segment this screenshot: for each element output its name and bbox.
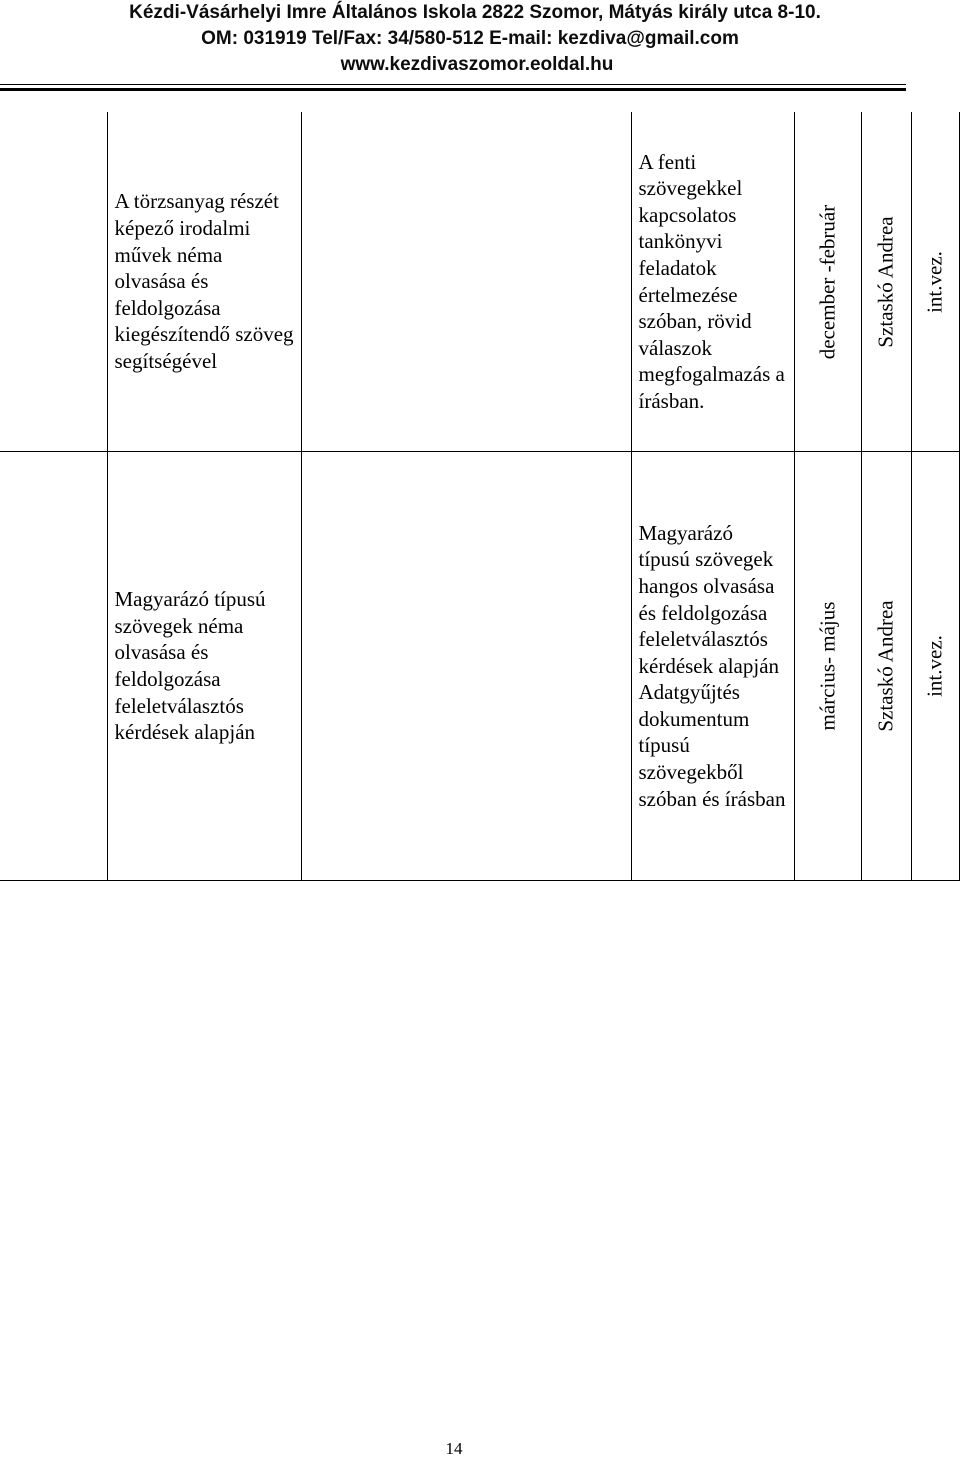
- row-2-content: Magyarázó típusú szövegek néma olvasása és feldolgozása feleletválasztós kérdések alapján: [114, 587, 266, 745]
- table-cell-teacher: [861, 112, 911, 452]
- table-cell-content: [107, 452, 301, 881]
- row-1-type: int.vez.: [922, 250, 947, 313]
- header-website: www.kezdivaszomor.eoldal.hu: [340, 54, 614, 75]
- table-cell-period: [794, 452, 861, 881]
- page-header: [0, 0, 960, 78]
- row-2-type: int.vez.: [922, 635, 947, 697]
- table-cell-teacher: [861, 452, 911, 881]
- curriculum-table: [0, 112, 960, 881]
- row-1-activity: A fenti szövegekkel kapcsolatos tankönyvi feladatok értelmezése szóban, rövid válaszok megfogalmazás a írásban.: [638, 149, 785, 413]
- table-row: [0, 112, 959, 452]
- table-cell-period: [794, 112, 861, 452]
- row-1-content: A törzsanyag részét képező irodalmi művek néma olvasása és feldolgozása kiegészítendő szöveg segítségével: [114, 189, 294, 373]
- header-divider-bar: [0, 88, 906, 91]
- table-cell-empty: [0, 112, 107, 452]
- table-cell-content: [107, 112, 301, 452]
- page-number: 14: [445, 1439, 463, 1458]
- table-row: [0, 452, 959, 881]
- table-cell-empty: [301, 452, 631, 881]
- table-cell-type: [911, 452, 959, 881]
- header-contact: OM: 031919 Tel/Fax: 34/580-512 E-mail: kezdiva@gmail.com: [201, 28, 739, 49]
- table-cell-type: [911, 112, 959, 452]
- row-2-teacher: Sztaskó Andrea: [873, 600, 898, 732]
- header-school-name: Kézdi-Vásárhelyi Imre Általános Iskola 2822 Szomor, Mátyás király utca 8-10.: [129, 2, 821, 23]
- row-2-activity: Magyarázó típusú szövegek hangos olvasása és feldolgozása feleletválasztós kérdések alapján Adatgyűjtés dokumentum típusú szövegekből szóban és írásban: [638, 520, 786, 811]
- table-cell-activity: [631, 112, 794, 452]
- row-2-period: március- május: [815, 601, 840, 731]
- table-cell-empty: [301, 112, 631, 452]
- table-cell-empty: [0, 452, 107, 881]
- row-1-period: december -február: [815, 204, 840, 359]
- row-1-teacher: Sztaskó Andrea: [873, 215, 898, 348]
- table-cell-activity: [631, 452, 794, 881]
